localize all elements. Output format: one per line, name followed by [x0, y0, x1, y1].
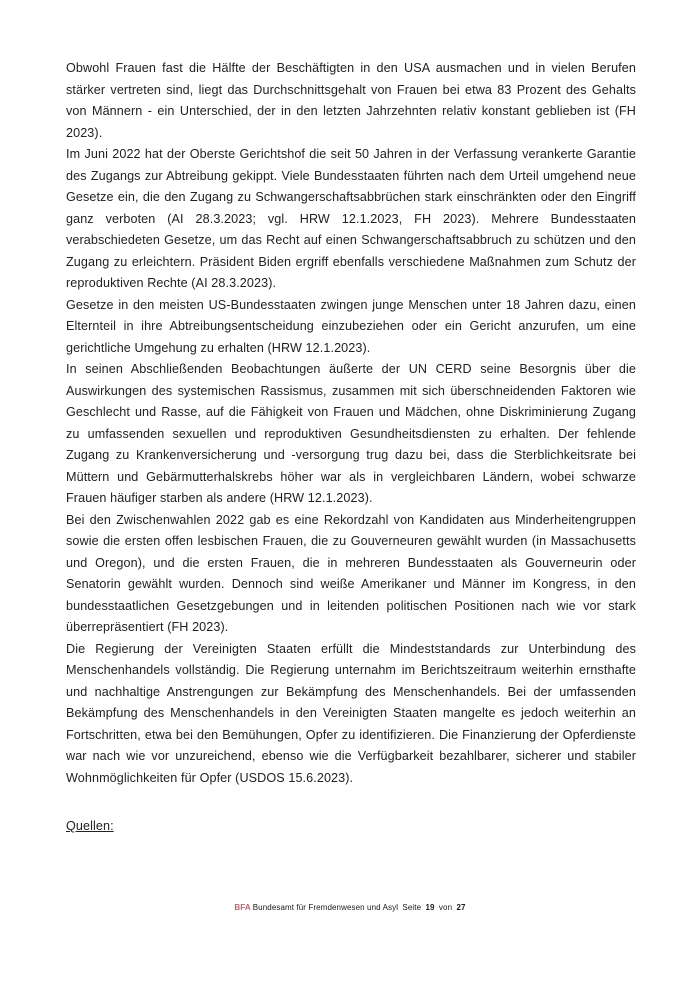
footer-brand: BFA — [234, 903, 251, 912]
body-paragraph: Bei den Zwischenwahlen 2022 gab es eine Rekordzahl von Kandidaten aus Minderheitengruppen sowie die ersten offen lesbischen Frauen, die zu Gouverneuren gewählt wurden (in Massachusetts und Oregon), und die ersten Frauen, die in mehreren Bundesstaaten als Gouverneurin oder Senatorin gewählt wurden. Dennoch sind weiße Amerikaner und Männer im Kongress, in den bundesstaatlichen Gesetzgebungen und in leitenden politischen Positionen nach wie vor stark überrepräsentiert (FH 2023). — [66, 512, 636, 634]
body-paragraph: In seinen Abschließenden Beobachtungen äußerte der UN CERD seine Besorgnis über die Auswirkungen des systemischen Rassismus, zusammen mit sich überschneidenden Faktoren wie Geschlecht und Rasse, auf die Fähigkeit von Frauen und Mädchen, ohne Diskriminierung Zugang zu umfassenden sexuellen und reproduktiven Gesundheitsdiensten zu erhalten. Der fehlende Zugang zu Krankenversicherung und -versorgung trug dazu bei, dass die Sterblichkeitsrate bei Müttern und Gebärmutterhalskrebs höher war als in vergleichbaren Ländern, wobei schwarze Frauen häufiger starben als andere (HRW 12.1.2023). — [66, 362, 636, 505]
sources-heading-text: Quellen: — [66, 819, 114, 833]
document-body — [66, 58, 636, 838]
body-paragraph: Die Regierung der Vereinigten Staaten erfüllt die Mindeststandards zur Unterbindung des Menschenhandels vollständig. Die Regierung unternahm im Berichtszeitraum weiterhin ernsthafte und nachhaltige Anstrengungen zur Bekämpfung des Menschenhandels. Bei der umfassenden Bekämpfung des Menschenhandels in den Vereinigten Staaten mangelte es jedoch weiterhin an Fortschritten, etwa bei den Bemühungen, Opfer zu identifizieren. Die Finanzierung der Opferdienste war nach wie vor unzureichend, ebenso wie die Verfügbarkeit bezahlbarer, sicherer und stabiler Wohnmöglichkeiten für Opfer (USDOS 15.6.2023). — [66, 641, 636, 785]
footer-page-number: 19 — [425, 903, 435, 912]
footer-total-pages: 27 — [456, 903, 466, 912]
footer-page-label: Seite — [402, 903, 422, 912]
body-paragraph: Obwohl Frauen fast die Hälfte der Beschäftigten in den USA ausmachen und in vielen Berufen stärker vertreten sind, liegt das Durchschnittsgehalt von Frauen bei etwa 83 Prozent des Gehalts von Männern - ein Unterschied, der in den letzten Jahrzehnten relativ konstant geblieben ist (FH 2023). — [66, 61, 636, 140]
sources-heading — [66, 816, 636, 838]
body-paragraph: Gesetze in den meisten US-Bundesstaaten zwingen junge Menschen unter 18 Jahren dazu, einen Elternteil in ihre Abtreibungsentscheidung einzubeziehen oder ein Gericht anzurufen, um eine gerichtliche Umgehung zu erhalten (HRW 12.1.2023). — [66, 297, 636, 355]
footer-of-label: von — [438, 903, 453, 912]
footer-org: Bundesamt für Fremdenwesen und Asyl — [252, 903, 399, 912]
body-paragraph: Im Juni 2022 hat der Oberste Gerichtshof die seit 50 Jahren in der Verfassung verankerte Garantie des Zugangs zur Abtreibung gekippt. Viele Bundesstaaten führten nach dem Urteil umgehend neue Gesetze ein, die den Zugang zu Schwangerschaftsabbrüchen stark einschränkten oder den Eingriff ganz verboten (AI 28.3.2023; vgl. HRW 12.1.2023, FH 2023). Mehrere Bundesstaaten verabschiedeten Gesetze, um das Recht auf einen Schwangerschaftsabbruch zu schützen und den Zugang zu erleichtern. Präsident Biden ergriff ebenfalls verschiedene Maßnahmen zum Schutz der reproduktiven Rechte (AI 28.3.2023). — [66, 147, 636, 290]
page-footer — [0, 903, 700, 912]
